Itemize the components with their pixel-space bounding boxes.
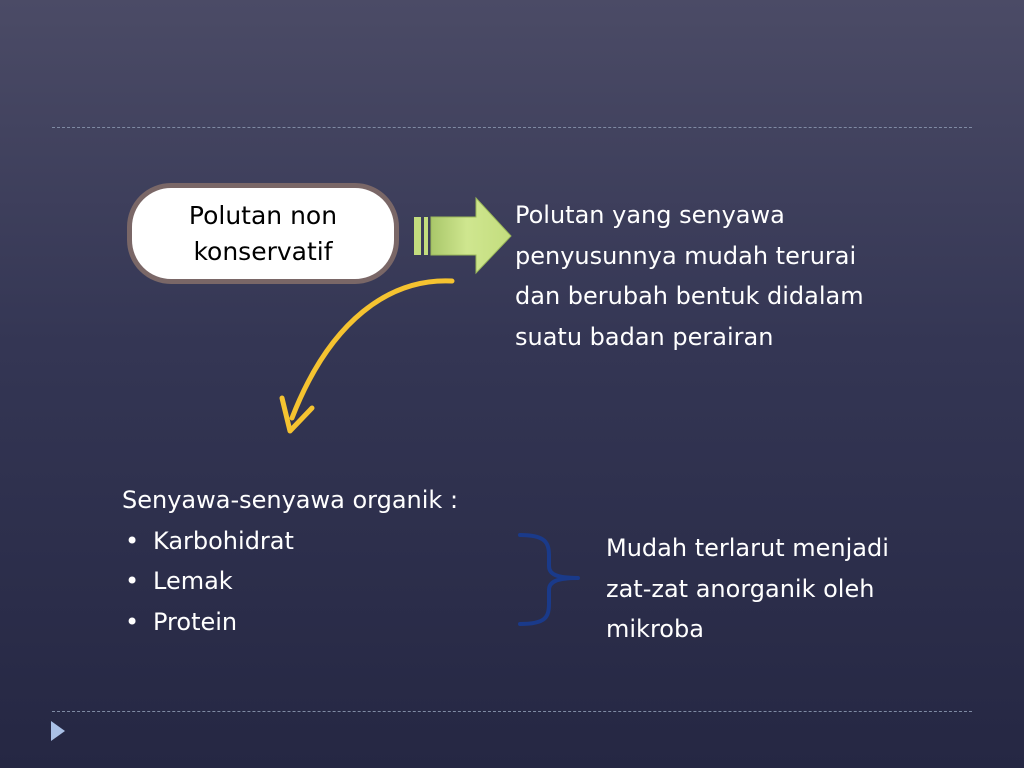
list-item-label: Karbohidrat — [153, 526, 294, 555]
definition-text — [515, 195, 935, 357]
list-item — [122, 561, 522, 602]
arrow-stripe — [424, 217, 428, 255]
arrow-body — [431, 198, 511, 273]
right-curly-brace-icon — [520, 535, 578, 624]
definition-line: suatu badan perairan — [515, 322, 774, 351]
arrow-stripe — [414, 217, 421, 255]
definition-line: Polutan yang senyawa — [515, 201, 785, 229]
result-text — [606, 528, 966, 650]
triangle-right-icon[interactable] — [51, 721, 65, 741]
organics-heading: Senyawa-senyawa organik : — [122, 486, 459, 514]
definition-line: dan berubah bentuk didalam — [515, 282, 864, 310]
organics-block — [122, 480, 522, 642]
concept-line: konservatif — [193, 236, 333, 266]
result-line: Mudah terlarut menjadi — [606, 534, 889, 562]
list-item — [122, 521, 522, 562]
result-line: mikroba — [606, 615, 704, 643]
definition-line: penyusunnya mudah terurai — [515, 241, 857, 270]
concept-line: Polutan non — [188, 200, 338, 230]
list-item-label: Protein — [153, 607, 238, 636]
bullet: • — [125, 526, 140, 555]
bullet: • — [125, 607, 140, 636]
organics-list — [122, 521, 522, 643]
bullet: • — [125, 567, 140, 595]
list-item-label: Lemak — [153, 567, 233, 595]
bottom-divider — [52, 711, 972, 712]
curved-arrow-down-left-icon — [282, 281, 452, 431]
list-item — [122, 602, 522, 643]
right-block-arrow-icon — [414, 198, 511, 273]
result-line: zat-zat anorganik oleh — [606, 574, 875, 603]
